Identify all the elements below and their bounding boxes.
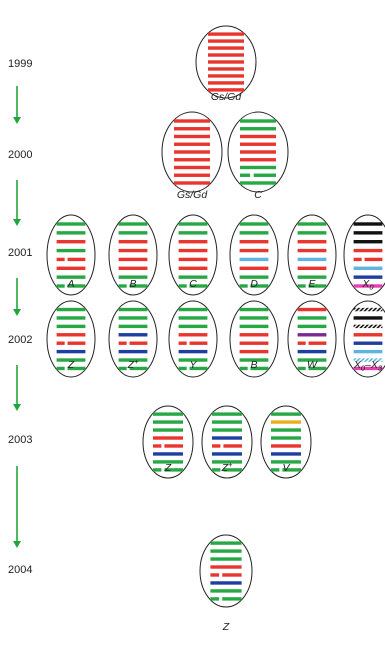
down-arrow-icon (13, 365, 21, 411)
band (119, 258, 148, 261)
band (240, 222, 269, 225)
band (190, 342, 208, 345)
band (119, 231, 148, 234)
band (354, 267, 383, 270)
band (210, 549, 241, 552)
band (298, 316, 327, 319)
strain-rows (47, 26, 385, 633)
band (119, 325, 148, 328)
band (298, 333, 327, 336)
band (240, 127, 276, 130)
band (254, 174, 276, 177)
band (271, 468, 279, 471)
oval-outline (200, 535, 252, 607)
band (240, 181, 276, 184)
strain-row (196, 26, 256, 103)
band (57, 222, 86, 225)
strain-label: $X_0-X_3$ (353, 359, 383, 373)
strain-row (162, 112, 288, 201)
band (174, 174, 210, 177)
band (179, 367, 187, 370)
band (271, 420, 301, 423)
down-arrow-icon (13, 466, 21, 548)
strain-oval (202, 406, 252, 478)
strain-oval (288, 301, 336, 377)
band (174, 143, 210, 146)
band (153, 452, 183, 455)
band (153, 468, 161, 471)
band (212, 428, 242, 431)
strain-label: C (189, 278, 197, 290)
strain-label: B (129, 278, 137, 290)
band (179, 258, 208, 261)
band (240, 174, 250, 177)
band (240, 135, 276, 138)
band (354, 316, 383, 319)
band (354, 325, 383, 328)
band (240, 284, 248, 287)
strain-row (200, 535, 252, 633)
timeline (8, 58, 32, 576)
band (298, 284, 306, 287)
band (240, 143, 276, 146)
strain-label: V (282, 462, 290, 474)
band (179, 284, 187, 287)
band (119, 350, 148, 353)
strain-label: Z+ (221, 460, 233, 474)
band (212, 436, 242, 439)
band (240, 267, 269, 270)
band (153, 412, 183, 415)
band (298, 249, 327, 252)
band (240, 119, 276, 122)
band (179, 325, 208, 328)
strain-oval (47, 301, 95, 377)
strain-row (47, 215, 385, 295)
band (68, 342, 86, 345)
strain-oval (47, 215, 95, 295)
year-label: 1999 (8, 58, 33, 70)
band (174, 181, 210, 184)
band (240, 240, 269, 243)
band (57, 240, 86, 243)
band (212, 412, 242, 415)
strain-label: Z (222, 621, 230, 633)
band (240, 342, 269, 345)
band (57, 350, 86, 353)
band (298, 342, 306, 345)
band (179, 231, 208, 234)
strain-label: Z (67, 359, 75, 371)
strain-label: E (308, 278, 316, 290)
down-arrow-icon (13, 86, 21, 124)
band (119, 249, 148, 252)
band (208, 46, 244, 49)
strain-oval (162, 112, 222, 201)
band (240, 258, 269, 261)
band (119, 240, 148, 243)
strain-label: Z+ (127, 357, 139, 371)
strain-label: B (250, 359, 258, 371)
band (354, 333, 383, 336)
band (298, 240, 327, 243)
band (210, 581, 241, 584)
band (354, 231, 383, 234)
band (354, 342, 383, 345)
band (57, 342, 65, 345)
band (208, 60, 244, 63)
band (212, 468, 220, 471)
band (179, 267, 208, 270)
band (208, 32, 244, 35)
strain-row (47, 301, 385, 377)
band (119, 367, 127, 370)
year-label: 2003 (8, 434, 33, 446)
band (212, 420, 242, 423)
band (298, 231, 327, 234)
strain-oval (344, 301, 385, 377)
band (240, 231, 269, 234)
band (210, 565, 241, 568)
band (298, 267, 327, 270)
strain-label: D (250, 278, 258, 290)
band (57, 258, 65, 261)
strain-label: Gs/Gd (176, 189, 208, 201)
band (240, 249, 269, 252)
band (212, 444, 220, 447)
band (130, 342, 148, 345)
band (210, 557, 241, 560)
band (57, 316, 86, 319)
band (153, 428, 183, 431)
strain-oval (288, 215, 336, 295)
band (271, 452, 301, 455)
band (208, 81, 244, 84)
band (119, 222, 148, 225)
band (57, 367, 65, 370)
band (212, 452, 242, 455)
band (57, 325, 86, 328)
band (179, 342, 187, 345)
band (208, 39, 244, 42)
band (153, 420, 183, 423)
band (174, 158, 210, 161)
strain-oval (344, 215, 385, 295)
band (57, 231, 86, 234)
strain-oval (200, 535, 252, 633)
band (164, 444, 183, 447)
band (240, 316, 269, 319)
band (354, 249, 383, 252)
band (153, 436, 183, 439)
band (298, 325, 327, 328)
band (298, 222, 327, 225)
band (119, 333, 148, 336)
band (298, 258, 327, 261)
band (179, 350, 208, 353)
strain-label: C (254, 189, 262, 201)
strain-oval (261, 406, 311, 478)
band (354, 350, 383, 353)
band (210, 589, 241, 592)
band (298, 308, 327, 311)
band (174, 127, 210, 130)
band (222, 597, 241, 600)
strain-oval (143, 406, 193, 478)
band (174, 150, 210, 153)
band (298, 367, 306, 370)
strain-oval (230, 215, 278, 295)
band (208, 53, 244, 56)
band (179, 222, 208, 225)
band (179, 240, 208, 243)
band (240, 150, 276, 153)
band (210, 541, 241, 544)
band (68, 258, 86, 261)
band (354, 308, 383, 311)
strain-label: W (307, 359, 317, 371)
band (57, 249, 86, 252)
band (222, 573, 241, 576)
band (179, 308, 208, 311)
down-arrow-icon (13, 278, 21, 316)
band (271, 444, 301, 447)
strain-oval (196, 26, 256, 103)
band (354, 240, 383, 243)
band (119, 308, 148, 311)
band (240, 308, 269, 311)
band (208, 74, 244, 77)
band (174, 166, 210, 169)
band (179, 249, 208, 252)
band (174, 119, 210, 122)
year-label: 2001 (8, 247, 33, 259)
band (119, 342, 127, 345)
band (119, 316, 148, 319)
band (240, 367, 248, 370)
strain-oval (109, 215, 157, 295)
down-arrow-icon (13, 180, 21, 226)
band (240, 333, 269, 336)
strain-row (143, 406, 311, 478)
strain-label: Z (164, 462, 172, 474)
band (153, 444, 161, 447)
strain-label: Y (189, 359, 197, 371)
band (271, 436, 301, 439)
band (309, 342, 327, 345)
band (179, 316, 208, 319)
band (298, 350, 327, 353)
band (119, 267, 148, 270)
band (354, 258, 362, 261)
band (240, 166, 276, 169)
band (210, 597, 219, 600)
band (57, 284, 65, 287)
strain-oval (230, 301, 278, 377)
band (179, 333, 208, 336)
band (174, 135, 210, 138)
year-label: 2002 (8, 334, 33, 346)
band (271, 428, 301, 431)
strain-oval (169, 215, 217, 295)
band (57, 333, 86, 336)
band (240, 325, 269, 328)
strain-oval (109, 301, 157, 377)
band (57, 308, 86, 311)
strain-label: A (67, 278, 75, 290)
band (57, 267, 86, 270)
strain-oval (228, 112, 288, 201)
strain-label: Gs/Gd (210, 91, 242, 103)
band (271, 412, 301, 415)
strain-label: $X_0$ (362, 278, 374, 292)
band (354, 222, 383, 225)
band (365, 258, 383, 261)
year-label: 2004 (8, 564, 33, 576)
band (208, 67, 244, 70)
year-label: 2000 (8, 149, 33, 161)
band (210, 573, 219, 576)
band (223, 444, 242, 447)
band (240, 350, 269, 353)
band (119, 284, 127, 287)
strain-oval (169, 301, 217, 377)
band (240, 158, 276, 161)
